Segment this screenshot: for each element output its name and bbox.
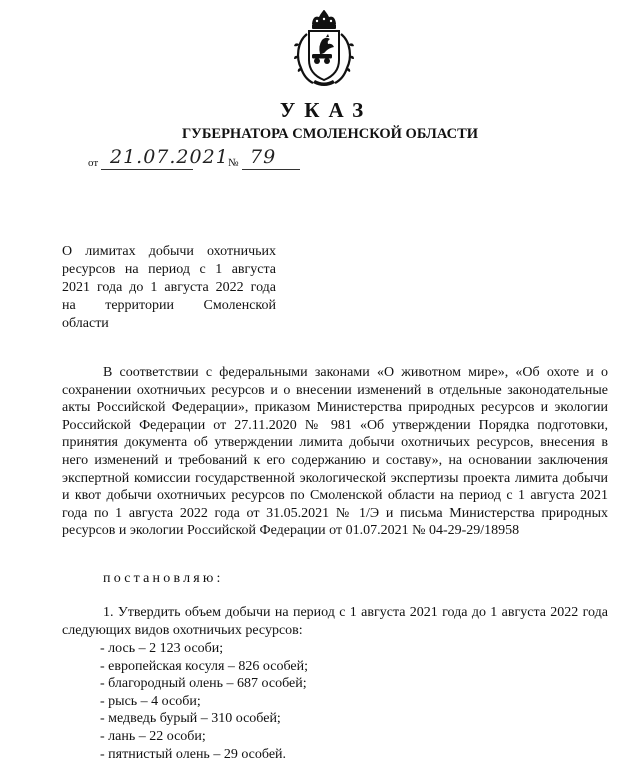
decree-title: УКАЗ <box>279 98 373 122</box>
species-list <box>100 640 308 763</box>
subject-line: О лимитах добычи охотничьих <box>62 244 276 259</box>
date-underline <box>101 169 193 170</box>
list-item: - рысь – 4 особи; <box>100 693 201 709</box>
list-item: - пятнистый олень – 29 особей. <box>100 746 287 762</box>
item-1-paragraph: 1. Утвердить объем добычи на период с 1 августа 2021 года до 1 августа 2022 года следующих видов охотничьих ресурсов: <box>62 605 608 638</box>
date-number-line <box>88 148 308 172</box>
list-item: - лань – 22 особи; <box>100 728 206 744</box>
subject-line: области <box>62 316 109 331</box>
subject-line: ресурсов на период с 1 августа <box>62 262 276 277</box>
date-label: от <box>88 157 99 169</box>
issuer-title: ГУБЕРНАТОРА СМОЛЕНСКОЙ ОБЛАСТИ <box>181 126 479 142</box>
preamble-paragraph: В соответствии с федеральными законами «О животном мире», «Об охоте и о сохранении охотничьих ресурсов и о внесении изменений в отдельные законодательные акты Российской Федерации», приказом Министерства природных ресурсов и экологии Российской Федерации от 27.11.2020 № 981 «Об утверждении Порядка подготовки, принятия документа об утверждении лимита добычи охотничьих ресурсов, внесения в него изменений и требований к его содержанию и составу», на основании заключения экспертной комиссии государственной экологической экспертизы проекта лимита добычи и квот добычи охотничьих ресурсов по Смоленской области на период с 1 августа 2021 года по 1 августа 2022 года от 31.05.2021 № 1/Э и письма Министерства природных ресурсов и экологии Российской Федерации от 01.07.2021 № 04-29-29/18958 <box>62 365 608 539</box>
handwritten-date: 21.07.2021 <box>110 146 229 168</box>
subject-line: на территории Смоленской <box>62 298 276 313</box>
list-item: - благородный олень – 687 особей; <box>100 676 307 692</box>
number-label: № <box>228 157 239 169</box>
list-item: - европейская косуля – 826 особей; <box>100 658 309 674</box>
list-item: - лось – 2 123 особи; <box>100 641 224 656</box>
subject-line: 2021 года до 1 августа 2022 года <box>62 280 276 295</box>
list-item: - медведь бурый – 310 особей; <box>100 711 281 727</box>
handwritten-number: 79 <box>250 146 277 168</box>
document-subject <box>62 243 276 333</box>
decree-word: постановляю: <box>103 571 224 586</box>
smolensk-coat-of-arms-icon <box>293 10 355 90</box>
number-underline <box>242 169 300 170</box>
